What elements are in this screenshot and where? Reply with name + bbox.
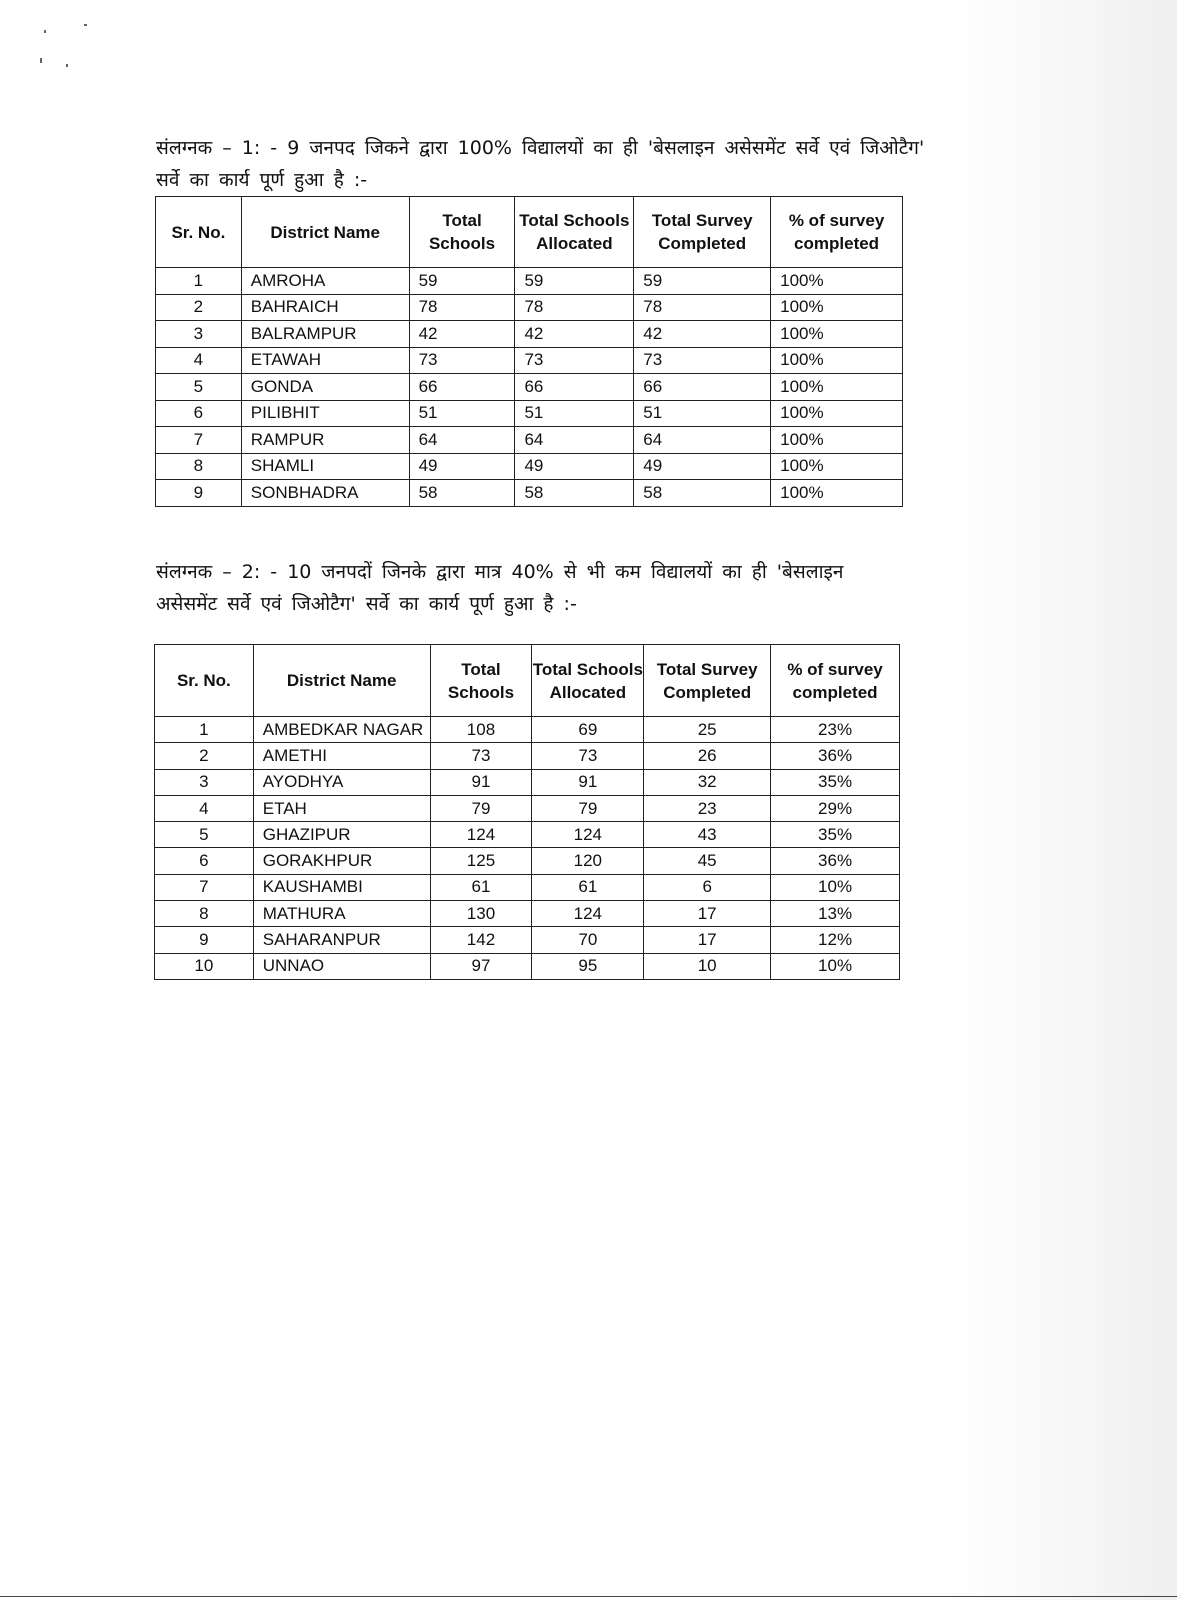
annex2-header-survey-completed: Total Survey Completed (644, 645, 771, 717)
annex2-header-row (155, 645, 900, 717)
scan-speck (66, 64, 68, 67)
cell-schools-allocated: 79 (532, 795, 644, 821)
annex1-header-survey-completed: Total Survey Completed (634, 197, 771, 268)
annex1-header-total-schools: Total Schools (409, 197, 515, 268)
cell-schools-allocated: 73 (515, 347, 634, 374)
cell-schools-allocated: 120 (532, 848, 644, 874)
cell-schools-allocated: 70 (532, 927, 644, 953)
cell-survey-completed: 32 (644, 769, 771, 795)
table-row (156, 427, 903, 454)
cell-percent-completed: 100% (771, 374, 903, 401)
annex1-header-row (156, 197, 903, 268)
cell-district-name: BALRAMPUR (241, 321, 409, 348)
cell-sr-no: 2 (155, 743, 254, 769)
cell-total-schools: 124 (430, 822, 532, 848)
annex1-heading-line1: संलग्नक – 1: - 9 जनपद जिकने द्वारा 100% विद्यालयों का ही 'बेसलाइन असेसमेंट सर्वे एवं जिओटैग' (156, 137, 925, 159)
cell-survey-completed: 45 (644, 848, 771, 874)
cell-total-schools: 73 (430, 743, 532, 769)
cell-schools-allocated: 49 (515, 453, 634, 480)
annex2-header-total-schools: Total Schools (430, 645, 532, 717)
cell-total-schools: 59 (409, 268, 515, 295)
table-row (156, 268, 903, 295)
cell-schools-allocated: 69 (532, 717, 644, 743)
annex1-header-percent-completed: % of survey completed (771, 197, 903, 268)
cell-district-name: RAMPUR (241, 427, 409, 454)
cell-sr-no: 3 (155, 769, 254, 795)
cell-percent-completed: 36% (771, 848, 900, 874)
cell-percent-completed: 100% (771, 427, 903, 454)
annex2-table-body (155, 717, 900, 980)
table-row (155, 848, 900, 874)
cell-schools-allocated: 91 (532, 769, 644, 795)
cell-sr-no: 5 (155, 822, 254, 848)
annex2-header-percent-completed: % of survey completed (771, 645, 900, 717)
scan-speck (40, 58, 42, 63)
annex1-heading-line2: सर्वे का कार्य पूर्ण हुआ है :- (156, 169, 368, 191)
cell-total-schools: 79 (430, 795, 532, 821)
cell-percent-completed: 100% (771, 347, 903, 374)
cell-percent-completed: 13% (771, 901, 900, 927)
cell-sr-no: 10 (155, 953, 254, 979)
annex1-header-schools-allocated: Total Schools Allocated (515, 197, 634, 268)
cell-district-name: AMETHI (253, 743, 430, 769)
cell-sr-no: 4 (156, 347, 242, 374)
table-row (155, 901, 900, 927)
cell-sr-no: 3 (156, 321, 242, 348)
cell-percent-completed: 100% (771, 453, 903, 480)
cell-percent-completed: 35% (771, 822, 900, 848)
cell-survey-completed: 78 (634, 294, 771, 321)
annex2-header-schools-allocated: Total Schools Allocated (532, 645, 644, 717)
cell-survey-completed: 26 (644, 743, 771, 769)
cell-total-schools: 66 (409, 374, 515, 401)
annex2-heading (156, 556, 896, 620)
scan-edge-line (0, 1596, 1177, 1597)
cell-total-schools: 125 (430, 848, 532, 874)
table-row (156, 321, 903, 348)
cell-schools-allocated: 61 (532, 874, 644, 900)
cell-percent-completed: 100% (771, 321, 903, 348)
table-row (156, 400, 903, 427)
cell-sr-no: 5 (156, 374, 242, 401)
cell-survey-completed: 58 (634, 480, 771, 507)
cell-sr-no: 1 (156, 268, 242, 295)
cell-total-schools: 49 (409, 453, 515, 480)
annex2-table (154, 644, 900, 980)
cell-total-schools: 97 (430, 953, 532, 979)
cell-total-schools: 142 (430, 927, 532, 953)
cell-survey-completed: 25 (644, 717, 771, 743)
annex2-header-sr-no: Sr. No. (155, 645, 254, 717)
cell-sr-no: 7 (155, 874, 254, 900)
cell-survey-completed: 17 (644, 901, 771, 927)
cell-survey-completed: 17 (644, 927, 771, 953)
annex1-heading (156, 132, 986, 196)
cell-district-name: SAHARANPUR (253, 927, 430, 953)
cell-percent-completed: 36% (771, 743, 900, 769)
cell-survey-completed: 10 (644, 953, 771, 979)
cell-total-schools: 64 (409, 427, 515, 454)
scan-speck (44, 30, 46, 33)
cell-sr-no: 6 (156, 400, 242, 427)
cell-sr-no: 9 (155, 927, 254, 953)
cell-district-name: AMROHA (241, 268, 409, 295)
table-row (155, 795, 900, 821)
table-row (155, 953, 900, 979)
table-row (155, 822, 900, 848)
cell-district-name: BAHRAICH (241, 294, 409, 321)
annex2-heading-line2: असेसमेंट सर्वे एवं जिओटैग' सर्वे का कार्य पूर्ण हुआ है :- (156, 593, 577, 615)
cell-percent-completed: 100% (771, 400, 903, 427)
cell-total-schools: 78 (409, 294, 515, 321)
cell-schools-allocated: 95 (532, 953, 644, 979)
cell-sr-no: 7 (156, 427, 242, 454)
cell-survey-completed: 51 (634, 400, 771, 427)
table-row (155, 743, 900, 769)
table-row (156, 294, 903, 321)
cell-sr-no: 2 (156, 294, 242, 321)
annex1-table (155, 196, 903, 507)
cell-percent-completed: 100% (771, 480, 903, 507)
cell-survey-completed: 66 (634, 374, 771, 401)
cell-survey-completed: 23 (644, 795, 771, 821)
cell-schools-allocated: 124 (532, 901, 644, 927)
cell-survey-completed: 42 (634, 321, 771, 348)
cell-sr-no: 4 (155, 795, 254, 821)
cell-survey-completed: 6 (644, 874, 771, 900)
cell-percent-completed: 23% (771, 717, 900, 743)
cell-total-schools: 51 (409, 400, 515, 427)
cell-percent-completed: 100% (771, 268, 903, 295)
table-row (155, 874, 900, 900)
cell-district-name: UNNAO (253, 953, 430, 979)
cell-schools-allocated: 73 (532, 743, 644, 769)
cell-percent-completed: 12% (771, 927, 900, 953)
cell-schools-allocated: 66 (515, 374, 634, 401)
cell-sr-no: 1 (155, 717, 254, 743)
cell-total-schools: 58 (409, 480, 515, 507)
cell-sr-no: 8 (156, 453, 242, 480)
table-row (155, 927, 900, 953)
cell-total-schools: 42 (409, 321, 515, 348)
annex1-table-body (156, 268, 903, 507)
cell-survey-completed: 64 (634, 427, 771, 454)
cell-total-schools: 108 (430, 717, 532, 743)
cell-schools-allocated: 124 (532, 822, 644, 848)
table-row (155, 769, 900, 795)
cell-schools-allocated: 78 (515, 294, 634, 321)
cell-percent-completed: 100% (771, 294, 903, 321)
cell-survey-completed: 59 (634, 268, 771, 295)
cell-district-name: AYODHYA (253, 769, 430, 795)
cell-district-name: ETAH (253, 795, 430, 821)
annex1-header-sr-no: Sr. No. (156, 197, 242, 268)
cell-district-name: MATHURA (253, 901, 430, 927)
cell-total-schools: 91 (430, 769, 532, 795)
cell-percent-completed: 29% (771, 795, 900, 821)
annex2-header-district-name: District Name (253, 645, 430, 717)
cell-district-name: GONDA (241, 374, 409, 401)
scan-shading (947, 0, 1177, 1600)
cell-sr-no: 8 (155, 901, 254, 927)
cell-schools-allocated: 64 (515, 427, 634, 454)
cell-percent-completed: 10% (771, 874, 900, 900)
cell-sr-no: 6 (155, 848, 254, 874)
cell-total-schools: 61 (430, 874, 532, 900)
cell-schools-allocated: 59 (515, 268, 634, 295)
cell-district-name: GHAZIPUR (253, 822, 430, 848)
cell-district-name: KAUSHAMBI (253, 874, 430, 900)
cell-schools-allocated: 51 (515, 400, 634, 427)
cell-total-schools: 130 (430, 901, 532, 927)
table-row (156, 347, 903, 374)
cell-district-name: AMBEDKAR NAGAR (253, 717, 430, 743)
cell-total-schools: 73 (409, 347, 515, 374)
table-row (155, 717, 900, 743)
cell-district-name: SONBHADRA (241, 480, 409, 507)
cell-schools-allocated: 58 (515, 480, 634, 507)
cell-survey-completed: 49 (634, 453, 771, 480)
annex2-heading-line1: संलग्नक – 2: - 10 जनपदों जिनके द्वारा मात्र 40% से भी कम विद्यालयों का ही 'बेसलाइन (156, 561, 844, 583)
table-row (156, 374, 903, 401)
cell-percent-completed: 35% (771, 769, 900, 795)
cell-district-name: PILIBHIT (241, 400, 409, 427)
table-row (156, 453, 903, 480)
cell-schools-allocated: 42 (515, 321, 634, 348)
cell-sr-no: 9 (156, 480, 242, 507)
cell-percent-completed: 10% (771, 953, 900, 979)
scan-speck (84, 24, 87, 26)
cell-district-name: GORAKHPUR (253, 848, 430, 874)
cell-survey-completed: 73 (634, 347, 771, 374)
table-row (156, 480, 903, 507)
cell-survey-completed: 43 (644, 822, 771, 848)
annex1-header-district-name: District Name (241, 197, 409, 268)
cell-district-name: SHAMLI (241, 453, 409, 480)
cell-district-name: ETAWAH (241, 347, 409, 374)
